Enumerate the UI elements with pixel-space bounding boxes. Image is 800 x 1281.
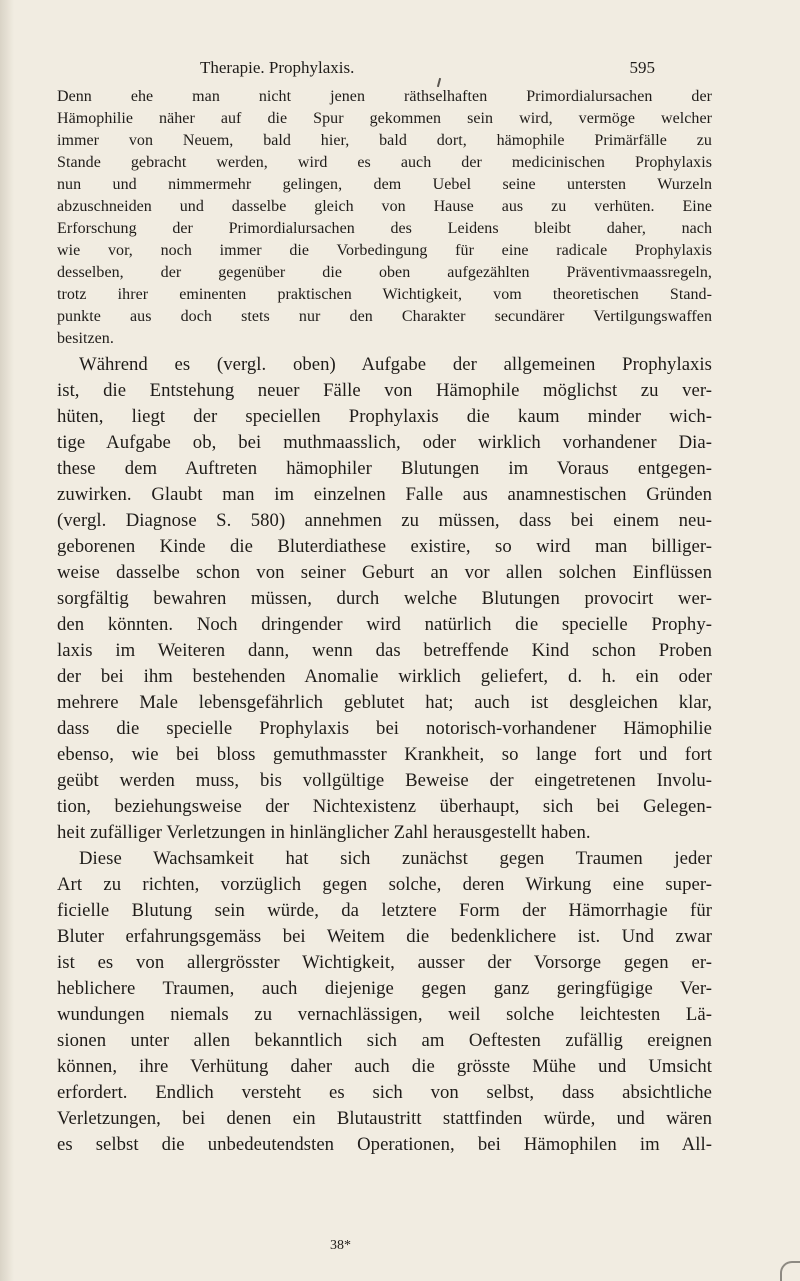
- running-head-title: Therapie. Prophylaxis.: [200, 58, 355, 77]
- corner-mark: [780, 1261, 800, 1281]
- text-line: ficielle Blutung sein würde, da letztere Form der Hämorrhagie für: [57, 900, 712, 921]
- paragraph-small-print: [57, 86, 712, 350]
- text-line: sionen unter allen bekanntlich sich am Oeftesten zufällig ereignen: [57, 1030, 712, 1051]
- text-line: mehrere Male lebensgefährlich geblutet hat; auch ist desgleichen klar,: [57, 692, 712, 713]
- text-line: (vergl. Diagnose S. 580) annehmen zu müssen, dass bei einem neu-: [57, 510, 712, 531]
- text-line: geborenen Kinde die Bluterdiathese existire, so wird man billiger-: [57, 536, 712, 557]
- text-line: Während es (vergl. oben) Aufgabe der allgemeinen Prophylaxis: [79, 354, 712, 375]
- text-line: punkte aus doch stets nur den Charakter secundärer Vertilgungswaffen: [57, 308, 712, 325]
- text-line: tige Aufgabe ob, bei muthmaasslich, oder wirklich vorhandener Dia-: [57, 432, 712, 453]
- text-line: desselben, der gegenüber die oben aufgezählten Präventivmaassregeln,: [57, 264, 712, 281]
- text-line: nun und nimmermehr gelingen, dem Uebel seine untersten Wurzeln: [57, 176, 712, 193]
- signature-mark: 38*: [330, 1238, 351, 1253]
- text-line: laxis im Weiteren dann, wenn das betreffende Kind schon Proben: [57, 640, 712, 661]
- text-line: es selbst die unbedeutendsten Operationen, bei Hämophilen im All-: [57, 1134, 712, 1155]
- text-line: ist es von allergrösster Wichtigkeit, ausser der Vorsorge gegen er-: [57, 952, 712, 973]
- text-line: der bei ihm bestehenden Anomalie wirklich geliefert, d. h. ein oder: [57, 666, 712, 687]
- text-line: heit zufälliger Verletzungen in hinlänglicher Zahl herausgestellt haben.: [57, 822, 591, 843]
- text-line: Art zu richten, vorzüglich gegen solche, deren Wirkung eine super-: [57, 874, 712, 895]
- text-line: these dem Auftreten hämophiler Blutungen im Voraus entgegen-: [57, 458, 712, 479]
- text-line: Hämophilie näher auf die Spur gekommen sein wird, vermöge welcher: [57, 110, 712, 127]
- text-line: wundungen niemals zu vernachlässigen, weil solche leichtesten Lä-: [57, 1004, 712, 1025]
- text-line: heblichere Traumen, auch diejenige gegen ganz geringfügige Ver-: [57, 978, 712, 999]
- text-line: erfordert. Endlich versteht es sich von selbst, dass absichtliche: [57, 1082, 712, 1103]
- text-line: tion, beziehungsweise der Nichtexistenz überhaupt, sich bei Gelegen-: [57, 796, 712, 817]
- text-line: besitzen.: [57, 330, 114, 347]
- text-line: ist, die Entstehung neuer Fälle von Hämophile möglichst zu ver-: [57, 380, 712, 401]
- running-head: [200, 58, 655, 78]
- text-line: abzuschneiden und dasselbe gleich von Hause aus zu verhüten. Eine: [57, 198, 712, 215]
- text-line: den könnten. Noch dringender wird natürlich die specielle Prophy-: [57, 614, 712, 635]
- text-line: Denn ehe man nicht jenen räthselhaften Primordialursachen der: [57, 88, 712, 105]
- text-line: ebenso, wie bei bloss gemuthmasster Krankheit, so lange fort und fort: [57, 744, 712, 765]
- text-line: dass die specielle Prophylaxis bei notorisch-vorhandener Hämophilie: [57, 718, 712, 739]
- text-line: sorgfältig bewahren müssen, durch welche Blutungen provocirt wer-: [57, 588, 712, 609]
- text-line: hüten, liegt der speciellen Prophylaxis die kaum minder wich-: [57, 406, 712, 427]
- page-edge-shadow: [0, 0, 14, 1281]
- text-line: Erforschung der Primordialursachen des Leidens bleibt daher, nach: [57, 220, 712, 237]
- text-line: Bluter erfahrungsgemäss bei Weitem die bedenklichere ist. Und zwar: [57, 926, 712, 947]
- text-line: können, ihre Verhütung daher auch die grösste Mühe und Umsicht: [57, 1056, 712, 1077]
- text-line: trotz ihrer eminenten praktischen Wichtigkeit, vom theoretischen Stand-: [57, 286, 712, 303]
- text-line: immer von Neuem, bald hier, bald dort, hämophile Primärfälle zu: [57, 132, 712, 149]
- text-line: weise dasselbe schon von seiner Geburt an vor allen solchen Einflüssen: [57, 562, 712, 583]
- page-number: 595: [629, 58, 655, 77]
- text-line: Verletzungen, bei denen ein Blutaustritt stattfinden würde, und wären: [57, 1108, 712, 1129]
- text-line: Stande gebracht werden, wird es auch der medicinischen Prophylaxis: [57, 154, 712, 171]
- text-line: zuwirken. Glaubt man im einzelnen Falle aus anamnestischen Gründen: [57, 484, 712, 505]
- paragraph-main-print: [57, 352, 712, 1158]
- text-line: wie vor, noch immer die Vorbedingung für eine radicale Prophylaxis: [57, 242, 712, 259]
- text-line: geübt werden muss, bis vollgültige Beweise der eingetretenen Involu-: [57, 770, 712, 791]
- text-line: Diese Wachsamkeit hat sich zunächst gegen Traumen jeder: [79, 848, 712, 869]
